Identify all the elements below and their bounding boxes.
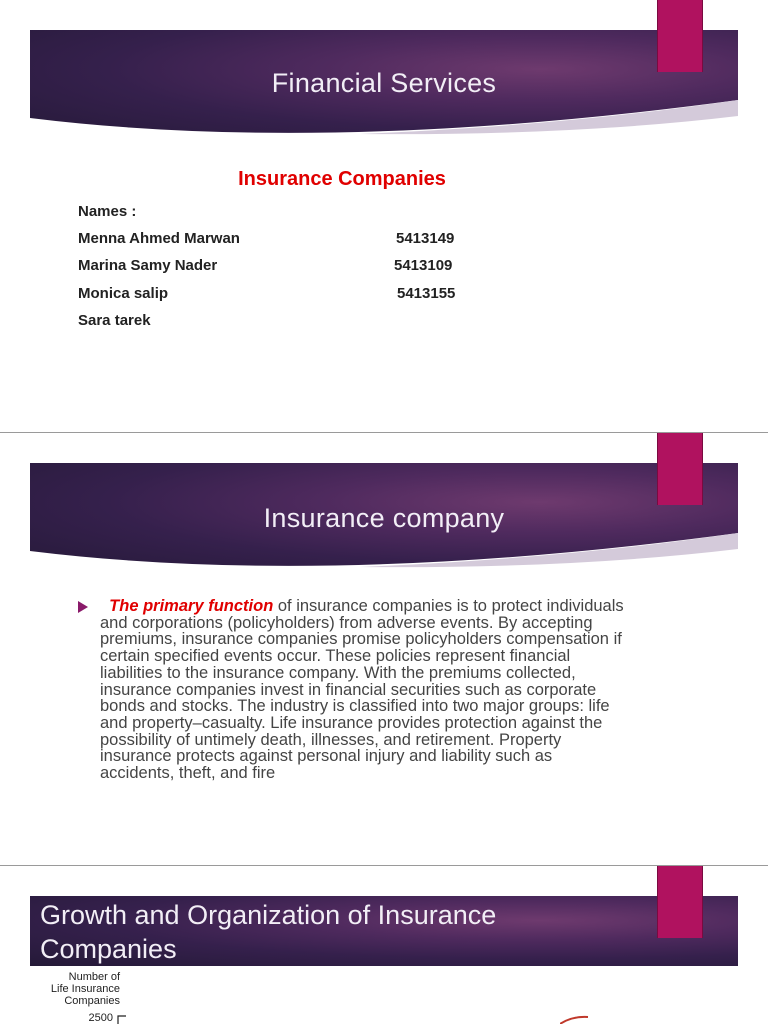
chart-axis-label: Number of [68,971,120,983]
member-row [78,312,468,332]
title-banner [30,463,738,575]
chart-axis-label: Life Insurance [50,983,120,995]
body-text: of insurance companies is to protect individuals and corporations (policyholders) from adverse events. By accepting premiums, insurance companies promise policyholders compensation if certain specified events occur. These policies represent financial liabilities to the insurance company. With the premiums collected, insurance companies invest in financial securities such as corporate bonds and stocks. The industry is classified into two major groups: life and property–casualty. Life insurance provides protection against the possibility of untimely death, illnesses, and retirement. Property insurance protects against personal injury and liability such as accidents, theft, and fire [100,597,624,783]
member-name: Menna Ahmed Marwan [78,230,240,247]
member-row [78,285,468,305]
title-banner [30,30,738,142]
slide-title: Financial Services [271,68,497,98]
subtitle: Insurance Companies [238,168,446,190]
member-name: Monica salip [78,285,169,302]
chart-axis-label: Companies [64,995,120,1007]
accent-tab [657,0,703,72]
member-name: Sara tarek [78,312,151,329]
chart-tick-label: 2500 [88,1012,113,1024]
member-id: 5413109 [394,257,453,274]
bullet-arrow-icon [78,601,88,613]
accent-tab [657,866,703,938]
accent-tab [657,433,703,505]
slide-title: Insurance company [263,503,505,533]
highlight-phrase: The primary function [109,597,274,615]
member-name: Marina Samy Nader [78,257,218,274]
member-row [78,257,468,277]
member-id: 5413155 [397,285,456,302]
names-label: Names : [78,203,137,220]
slide-title: Growth and Organization of Insurance Companies [40,900,497,964]
body-paragraph [100,598,630,782]
member-row [78,230,468,250]
slide-3 [0,866,768,1024]
chart-curve-fragment [560,1014,590,1024]
chart-axis [116,1014,128,1024]
member-id: 5413149 [396,230,455,247]
slide-1 [0,0,768,432]
slide-2 [0,433,768,865]
